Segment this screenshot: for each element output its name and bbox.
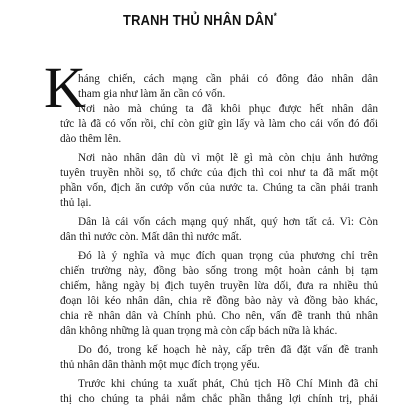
text-line: háng chiến, cách mạng cần phải có đông đảo nhân dân bbox=[78, 73, 378, 85]
chapter-title-text: TRANH THỦ NHÂN DÂN bbox=[123, 12, 274, 29]
text-line: Do đó, trong kế hoạch hè này, cấp trên đã đặt vấn đề tranh bbox=[78, 344, 378, 356]
text-line: dào thêm lên. bbox=[60, 133, 122, 145]
text-line: Dân là cái vốn cách mạng quý nhất, quý hơn tất cả. Vì: Còn bbox=[78, 216, 378, 228]
text-line: dân thì nước còn. Mất dân thì nước mất. bbox=[60, 231, 242, 243]
text-line: chia rẽ nhân dân và Chính phủ. Cho nên, vấn đề tranh thủ nhân bbox=[60, 310, 378, 322]
text-line: dân không những là quan trọng mà còn cấp bách nữa là khác. bbox=[60, 325, 338, 337]
text-line: thủ lại. bbox=[60, 197, 92, 209]
text-line: thủ nhân dân thành một mục đích trọng yếu. bbox=[60, 359, 260, 371]
chapter-title bbox=[28, 11, 372, 29]
text-line: Nơi nào mà chúng ta đã khôi phục được hết nhân dân bbox=[78, 103, 378, 115]
drop-cap: K bbox=[44, 55, 86, 120]
text-line: đoạn lôi kéo nhân dân, chia rẽ đồng bào này và đồng bào khác, bbox=[60, 295, 378, 307]
text-line: Đó là ý nghĩa và mục đích quan trọng của phương chỉ trên bbox=[78, 250, 378, 262]
text-line: chiến trường này, đồng bào sống trong một hoàn cảnh bị tạm bbox=[60, 265, 378, 277]
footnote-mark: * bbox=[273, 11, 277, 21]
text-line: Trước khi chúng ta xuất phát, Chủ tịch Hồ Chí Minh đã chỉ bbox=[78, 378, 378, 390]
text-line: thị cho chúng ta phải nắm chắc phần thắng lợi chính trị, phải bbox=[60, 393, 378, 405]
text-line: tuyên truyền nhồi sọ, tổ chức của địch thì coi như ta đã mất một bbox=[60, 167, 378, 179]
text-line: tức là đã có vốn rồi, chỉ còn giữ gìn lấy và làm cho cái vốn đó đổi bbox=[60, 118, 378, 130]
text-line: Nơi nào nhân dân dù vì một lẽ gì mà còn chịu ảnh hưởng bbox=[78, 152, 378, 164]
text-line: tham gia như làm ăn cần có vốn. bbox=[78, 88, 226, 100]
text-line: chiếm, hằng ngày bị địch tuyên truyền lừa dối, đưa ra nhiều thủ bbox=[60, 280, 378, 292]
text-line: phần vốn, địch ăn cướp vốn của nước ta. Chúng ta cần phải tranh bbox=[60, 182, 378, 194]
